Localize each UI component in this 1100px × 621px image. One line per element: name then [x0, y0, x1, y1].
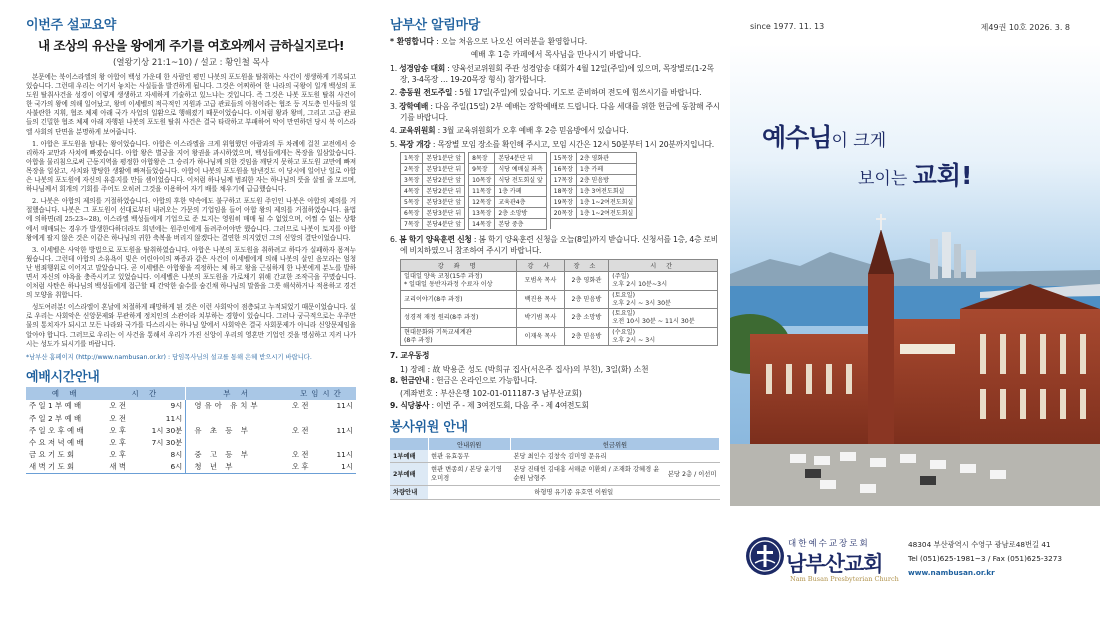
issue-info: 제49권 10호 2026. 3. 8 — [980, 23, 1070, 32]
service-table-header — [390, 438, 720, 450]
group-row — [401, 163, 637, 174]
worship-heading: 예배시간안내 — [26, 369, 100, 385]
service-offering: 본당 최인수 김창숙 김미영 문유리 — [510, 450, 719, 463]
dept-name: 중 고 등 부 — [186, 448, 289, 460]
contact-info — [908, 538, 1062, 581]
dept-name: 영유아 유치부 — [186, 400, 289, 412]
worship-time: 9시 — [170, 401, 183, 411]
notices-heading: 남부산 알림마당 — [390, 18, 481, 33]
slogan-word-church: 교회! — [912, 161, 973, 190]
course-place: 2층 믿음방 — [564, 290, 609, 309]
notice-title: 9. 식당봉사 — [390, 400, 430, 410]
worship-name: 주 일 2 부 예 배 — [29, 413, 82, 423]
group-number: 14목장 — [469, 218, 495, 229]
service-label: 차량안내 — [390, 486, 428, 499]
cover-column — [730, 0, 1100, 621]
sermon-paragraph: 2. 나봇은 아합의 제의를 거절하였습니다. 아합의 후한 약속에도 불구하고 포도원 주인인 나봇은 아합의 제의를 거절했습니다. 나봇은 그 포도원이 선대로부터 내려오는 가문의 기업임을 들어 아합 왕의 제의를 거절하였습니다. 율법에 의하면(레 25:23~28), 이스라엘 백성들에게 기업으로 준 토지는 영원히 매매 될 수 없었으며, 어쩔 수 없는 상황에서 매매되는 경우가 발생한다하더라도 희년에는 원주인에게 돌려주어야만 했습니다. 그러므로 나봇이 토지를 아합왕에게 팔지 않은 것은 이같은 하나님의 귀한 축복을 버리지 않겠다는 결연한 의지였던 그의 신앙의 결단이었습니다. — [26, 197, 356, 242]
welcome-text: : 오늘 처음으로 나오신 여러분을 환영합니다. — [433, 37, 588, 46]
dept-name — [186, 412, 289, 424]
dept-time: 11시 — [336, 401, 353, 411]
header-department: 부 서 — [186, 387, 289, 400]
group-location: 1층 1~2여전도회실 — [577, 196, 637, 207]
worship-table-header — [26, 387, 356, 400]
notice-text: : 5월 17일(주일)에 있습니다. 기도로 준비하며 전도에 힘쓰시기를 바랍니다. — [452, 88, 702, 98]
since-date: since 1977. 11. 13 — [750, 22, 825, 31]
notice-text: : 봄 학기 양육훈련 신청을 오늘(8일)까지 받습니다. 신청서를 1층, 4층 로비에 비치하였으니 참조하여 주시기 바랍니다. — [400, 234, 718, 256]
group-row — [401, 152, 637, 163]
worship-time: 7시 30분 — [151, 437, 183, 447]
slogan-word-jesus: 예수님 — [762, 123, 832, 152]
sermon-reference: (열왕기상 21:1~10) / 설교 : 황인철 목사 — [113, 58, 269, 68]
course-sub: (8주 과정) — [404, 336, 433, 344]
group-number: 9목장 — [469, 163, 495, 174]
course-cell — [401, 327, 517, 346]
sermon-paragraph: 3. 이세벨은 사악한 방법으로 포도원을 탈취하였습니다. 아합은 나봇의 포도원을 취하려고 하다가 실패하자 몸져누웠습니다. 그런데 아합의 소유욕이 빚은 어린아이의 짜증과 같은 사건이 이세벨에게 의해 나봇의 살인 음모라는 엄청난 범죄행위로 이어지고 말았습니다. 곧 이세벨은 아합왕을 격정하는 체 하고 왕을 근심하게 한 나봇에게 분노를 발하면서 자신의 야욕을 충족시키고 있었습니다. 이세벨은 나봇의 포도원을 가로채기 위해 간교한 조작극을 꾸몄습니다. 이처럼 사탄은 하나님의 백성들에게 접근할 때 간악한 술수를 숨긴채 하나님의 말씀을 그릇 해석하거나 적용하고 경건의 모양을 취합니다. — [26, 245, 356, 300]
course-time2: 오후 2시 ~ 3시 30분 — [612, 299, 671, 307]
service-offering: 본당 진태헌 김대홍 서해준 이환희 / 조재화 강혜경 윤순원 남형주 — [510, 463, 664, 486]
cover-footer — [730, 531, 1100, 601]
group-location: 1층 1~2여전도회실 — [577, 207, 637, 218]
course-time1: (주일) — [612, 273, 630, 281]
group-number: 19목장 — [550, 196, 576, 207]
course-place: 2층 소망방 — [564, 309, 609, 328]
header-time: 시 간 — [106, 387, 185, 400]
group-number: 15목장 — [550, 152, 576, 163]
notice-text: : 다음 주일(15일) 2부 예배는 장학예배로 드립니다. 다음 세대를 위한 헌금에 동참해 주시기를 바랍니다. — [400, 101, 721, 122]
group-number: 11목장 — [469, 185, 495, 196]
course-name: 교리이야기(8주 과정) — [404, 295, 463, 303]
notice-list-continued — [390, 234, 722, 257]
worship-time: 1시 30분 — [151, 425, 183, 435]
service-row — [390, 486, 720, 499]
notice-number: 4. — [390, 126, 397, 136]
slogan-text1: 이 크게 — [831, 131, 887, 151]
group-row — [401, 218, 637, 229]
notice-item — [390, 63, 722, 86]
header-offering: 헌금위원 — [510, 438, 719, 450]
church-name: 남부산교회 — [786, 552, 883, 576]
header-place: 장 소 — [564, 260, 609, 272]
notice-title: 8. 헌금안내 — [390, 376, 430, 386]
group-row — [401, 207, 637, 218]
header-teacher: 강 사 — [517, 260, 564, 272]
worship-name: 주 일 1 부 예 배 — [29, 401, 82, 411]
group-location: 2층 믿음방 — [577, 174, 637, 185]
group-number: 13목장 — [469, 207, 495, 218]
worship-period: 오 후 — [109, 450, 127, 460]
denomination: 대한예수교장로회 — [788, 539, 870, 549]
welcome-line2: 예배 후 1층 카페에서 목사님을 만나시기 바랍니다. — [470, 50, 642, 60]
worship-time: 8시 — [170, 450, 183, 460]
welcome-notice — [390, 36, 722, 47]
course-time1: (수요일) — [612, 328, 636, 336]
service-label: 2부예배 — [390, 463, 428, 486]
education-table — [400, 259, 718, 346]
group-location: 2층 영화관 — [577, 152, 637, 163]
notice-list — [390, 36, 722, 150]
homepage-note: *남부산 홈페이지 (http://www.nambusan.or.kr) : 담임목사님의 설교를 통해 은혜 받으시기 바랍니다. — [26, 353, 312, 361]
course-time-cell — [609, 309, 718, 328]
sermon-title: 내 조상의 유산을 왕에게 주기를 여호와께서 금하실지로다! — [37, 38, 345, 53]
group-location: 본당2분단 앞 — [423, 174, 465, 185]
dept-name: 유 초 등 부 — [186, 424, 289, 436]
worship-name: 새 벽 기 도 회 — [26, 461, 106, 474]
notice-item — [390, 400, 722, 411]
worship-period: 오 후 — [109, 425, 127, 435]
notice-title: 성경암송 대회 — [399, 63, 446, 73]
group-location: 교육관4층 — [495, 196, 546, 207]
worship-name: 금 요 기 도 회 — [29, 450, 75, 460]
service-guide: 현관 변종희 / 본당 윤기영 오미경 — [428, 463, 510, 486]
education-row — [401, 272, 718, 291]
notice-detail: (계좌번호 : 부산은행 102-01-011187-3 남부산교회) — [400, 389, 582, 399]
notice-number: 5. — [390, 139, 397, 149]
group-location: 본당3분단 앞 — [423, 196, 465, 207]
service-guide: 하형명 유기종 유호연 이원일 — [428, 486, 720, 499]
group-location — [577, 218, 637, 229]
course-cell — [401, 290, 517, 309]
worship-period: 오 후 — [109, 437, 127, 447]
group-number — [550, 218, 576, 229]
group-location: 1층 3여전도회실 — [577, 185, 637, 196]
cover-header — [730, 0, 1100, 60]
course-time1: (토요일) — [612, 310, 636, 318]
church-photo — [730, 44, 1100, 506]
notice-title: 총동원 전도주일 — [399, 88, 453, 98]
group-location: 본당4분단 앞 — [423, 218, 465, 229]
notice-item — [390, 375, 722, 386]
notice-title: 장학예배 — [399, 101, 429, 111]
education-row — [401, 290, 718, 309]
group-number: 16목장 — [550, 163, 576, 174]
group-location: 2층 소망방 — [495, 207, 546, 218]
course-place: 2층 영화관 — [564, 272, 609, 291]
group-number: 3목장 — [401, 174, 423, 185]
notice-item — [390, 350, 722, 361]
dept-time: 11시 — [336, 450, 353, 460]
service-guide: 현관 유효동무 — [428, 450, 510, 463]
dept-name: 청 년 부 — [186, 461, 289, 474]
worship-row — [26, 436, 356, 448]
notice-detail: 1) 장례 : 故 박용준 성도 (박희규 집사(서은주 집사)의 부친), 3일(화) 소천 — [400, 364, 649, 374]
service-row — [390, 450, 720, 463]
group-number: 8목장 — [469, 152, 495, 163]
dept-period: 오 전 — [291, 401, 309, 411]
course-name: 성경적 재정 원리(8주 과정) — [404, 314, 479, 322]
dept-time: 1시 — [322, 461, 356, 474]
church-illustration — [730, 44, 1100, 506]
dept-period — [289, 436, 323, 448]
sermon-paragraph: 1. 아합은 포도원을 탐내는 왕이었습니다. 아합은 이스라엘을 크게 위협했던 아람과의 두 차례에 걸친 교전에서 승리하자 교만과 사치에 빠졌습니다. 아합 왕은 별궁을 지어 왕권을 과시하였으며, 백성들에게는 목장을 일삼았습니다. 아합을 물리침으로써 근동지역을 평정한 아합왕은 그 승리가 하나님께 의한 것임을 깨닫지 못하고 포도원 교만에 빠져 목장을 일삼고, 사치와 방탕한 생활에 빠져들었습니다. 아합이 나봇의 포도원을 탐낸것도 이 당시에 일어난 일로 아합은 나봇의 포도원에 자신의 유흥지를 만들 셈이었습니다. 이처럼 하나님께 범죄한 자는 하나님의 뜻을 살필 줄 모르며, 하나님께서 회개의 기회를 주어도 오히려 그것을 이용하여 자기 배를 채우기에 급급했습니다. — [26, 139, 356, 194]
notice-number: 1. — [390, 63, 397, 73]
course-time2: 오후 2시 ~ 3시 — [612, 336, 656, 344]
group-number: 5목장 — [401, 196, 423, 207]
worship-table — [26, 387, 356, 474]
sermon-body — [26, 73, 356, 349]
notice-text: : 이번 주 - 제 3여전도회, 다음 주 - 제 4여전도회 — [429, 400, 589, 410]
notice-item — [390, 101, 722, 124]
header-course: 강 좌 명 — [401, 260, 517, 272]
course-sub: * 일대일 동반자과정 수료자 이상 — [404, 281, 493, 289]
notice-item — [390, 139, 722, 150]
worship-row — [26, 448, 356, 460]
notice-number: 6. — [390, 234, 397, 244]
header-meeting-time: 모임시간 — [289, 387, 356, 400]
group-location: 식당 전도회실 앞 — [495, 174, 546, 185]
notice-item — [390, 87, 722, 98]
course-cell — [401, 309, 517, 328]
group-number: 18목장 — [550, 185, 576, 196]
group-row — [401, 174, 637, 185]
group-location: 1층 카페 — [495, 185, 546, 196]
worship-time: 6시 — [136, 461, 185, 474]
group-location-table — [400, 152, 637, 230]
worship-time: 11시 — [165, 413, 183, 423]
course-place: 2층 믿음방 — [564, 327, 609, 346]
group-number: 2목장 — [401, 163, 423, 174]
group-location: 본당1분단 앞 — [423, 152, 465, 163]
dept-time — [322, 412, 356, 424]
notice-text: : 헌금은 온라인으로 가능합니다. — [429, 376, 537, 386]
course-time-cell — [609, 290, 718, 309]
group-number: 12목장 — [469, 196, 495, 207]
notice-list-end — [390, 350, 722, 411]
sermon-heading: 이번주 설교요약 — [26, 18, 117, 33]
course-cell — [401, 272, 517, 291]
church-logo-icon — [746, 537, 784, 575]
slogan-line2 — [858, 156, 972, 192]
education-row — [401, 327, 718, 346]
dept-period: 오 전 — [291, 450, 309, 460]
course-time2: 오후 2시 10분~3시 — [612, 281, 668, 289]
course-name: 일대일 양육 코칭(15주 과정) — [404, 273, 483, 281]
church-name-english: Nam Busan Presbyterian Church — [790, 575, 899, 583]
worship-row — [26, 400, 356, 412]
notice-item — [390, 125, 722, 136]
worship-name: 주 일 오 후 예 배 — [29, 425, 84, 435]
notice-text: : 3월 교육위원회가 오후 예배 후 2층 믿음방에서 있습니다. — [435, 126, 629, 136]
welcome-label: * 환영합니다 — [390, 37, 434, 46]
notice-text: : 양육선교위원회 주관 성경암송 대회가 4월 12일(주일)에 있으며, 목장별로(1-2목장, 3-4목장 … 19-20목장 형식) 참가합니다. — [400, 63, 714, 84]
dept-period — [289, 412, 323, 424]
service-label: 1부예배 — [390, 450, 428, 463]
dept-time: 11시 — [336, 425, 353, 435]
slogan-text2: 보이는 — [858, 169, 913, 189]
notice-title: 목장 개강 — [399, 139, 431, 149]
course-teacher: 박기범 목사 — [517, 309, 564, 328]
service-table — [390, 438, 720, 500]
service-extra: 본당 2층 / 이선미 — [665, 463, 720, 486]
education-row — [401, 309, 718, 328]
dept-period: 오 전 — [291, 425, 309, 435]
dept-time — [322, 436, 356, 448]
notice-number: 2. — [390, 88, 397, 98]
group-location: 식당 예배실 좌측 — [495, 163, 546, 174]
dept-name — [186, 436, 289, 448]
worship-row — [26, 424, 356, 436]
header-time: 시 간 — [609, 260, 718, 272]
group-number: 4목장 — [401, 185, 423, 196]
worship-name: 수 요 저 녁 예 배 — [29, 437, 84, 447]
course-time-cell — [609, 327, 718, 346]
course-teacher: 이재욱 목사 — [517, 327, 564, 346]
phone-fax: Tel (051)625-1981~3 / Fax (051)625-3273 — [908, 554, 1063, 564]
group-location: 본당 중층 — [495, 218, 546, 229]
sermon-column — [0, 0, 368, 621]
service-row — [390, 463, 720, 486]
service-heading: 봉사위원 안내 — [390, 420, 468, 435]
education-table-header — [401, 260, 718, 272]
worship-row — [26, 412, 356, 424]
worship-period: 오 전 — [109, 401, 127, 411]
worship-row — [26, 461, 356, 474]
worship-period: 새 벽 — [106, 461, 136, 474]
group-number: 1목장 — [401, 152, 423, 163]
dept-period: 오 후 — [289, 461, 323, 474]
sermon-paragraph: 성도여러분! 이스라엘이 혼날에 처절하게 패망하게 된 것은 이런 사회악이 점층되고 누적되었기 때문이었습니다. 실로 우리는 사회악은 신앙문제와 무관하게 정치인의 소관이라 치부하는 경향이 있습니다. 그러나 궁극적으로는 우주만물의 통치자가 되시고 모든 나라와 국가를 다스리시는 하나님 앞에서 사회악은 결국 사회문제가 아니라 신앙문제임을 알아야 합니다. 그러므로 우리는 이 사건을 통해서 우리가 가진 신앙이 우리의 영혼만 기업인 것을 명심하고 지켜 나가시는 성도가 되시기를 바랍니다. — [26, 303, 356, 348]
group-location: 본당3분단 뒤 — [423, 207, 465, 218]
group-row — [401, 196, 637, 207]
course-time1: (토요일) — [612, 291, 636, 299]
course-teacher: 모범옥 목사 — [517, 272, 564, 291]
group-number: 17목장 — [550, 174, 576, 185]
course-teacher: 백진용 목사 — [517, 290, 564, 309]
group-row — [401, 185, 637, 196]
notices-column — [368, 0, 730, 621]
group-number: 10목장 — [469, 174, 495, 185]
group-location: 본당4분단 뒤 — [495, 152, 546, 163]
course-time2: 오전 10시 30분 ~ 11시 30분 — [612, 318, 695, 326]
notice-title: 7. 교우동정 — [390, 351, 430, 361]
group-location: 본당2분단 뒤 — [423, 185, 465, 196]
worship-period: 오 전 — [109, 413, 127, 423]
notice-text: : 목장별 모임 장소를 확인해 주시고, 모임 시간은 12시 50분부터 1시 20분까지입니다. — [430, 139, 715, 149]
group-number: 7목장 — [401, 218, 423, 229]
notice-number: 3. — [390, 101, 397, 111]
notice-title: 봄 학기 양육훈련 신청 — [399, 234, 472, 244]
group-number: 20목장 — [550, 207, 576, 218]
sermon-paragraph: 본문에는 북이스라엘의 왕 아합이 백성 가운데 한 사람인 평민 나봇의 포도원을 탈취하는 사건이 생생하게 기록되고 있습니다. 그런데 우리는 여기서 놓치는 사실들을 발견하게 됩니다. 그것은 어찌하여 한 나라의 국왕이 일개 백성의 포도원 탈취사건을 성경이 이렇게 생생하고 자세하게 기술하고 있느냐는 것입니다. 즉 그것은 나봇 포도원 탈취 사건이 한 국가의 왕에 의해 일어났고, 왕비 이세벨의 적극적인 지원과 고급 관료들의 아첨이라는 협조 등 지도층 인사들의 일사불란한 지휘, 협조 체제 아래 국가 사업의 일환으로 행해졌기 때문이었습니다. 이처럼 왕과 왕비, 그리고 고급 관료들의 긴밀한 협조 체제 아래 자행된 나봇의 포도원 탈취 사건은 결국 타락하고 부패하여 악이 만연하던 당시 북 이스라엘 사회의 단면을 분명하게 보여줍니다. — [26, 73, 356, 136]
website-link[interactable]: www.nambusan.or.kr — [908, 568, 995, 578]
header-guide: 안내위원 — [428, 438, 510, 450]
slogan-line1 — [762, 118, 886, 154]
group-number: 6목장 — [401, 207, 423, 218]
course-time-cell — [609, 272, 718, 291]
group-location: 1층 카페 — [577, 163, 637, 174]
header-blank — [390, 438, 428, 450]
notice-item — [390, 234, 722, 257]
course-name: 현대문화와 기독교세계관 — [404, 328, 472, 336]
notice-title: 교육위원회 — [399, 126, 436, 136]
header-worship: 예 배 — [26, 387, 106, 400]
address: 48304 부산광역시 수영구 광남로48번길 41 — [908, 540, 1051, 549]
group-location: 본당1분단 뒤 — [423, 163, 465, 174]
